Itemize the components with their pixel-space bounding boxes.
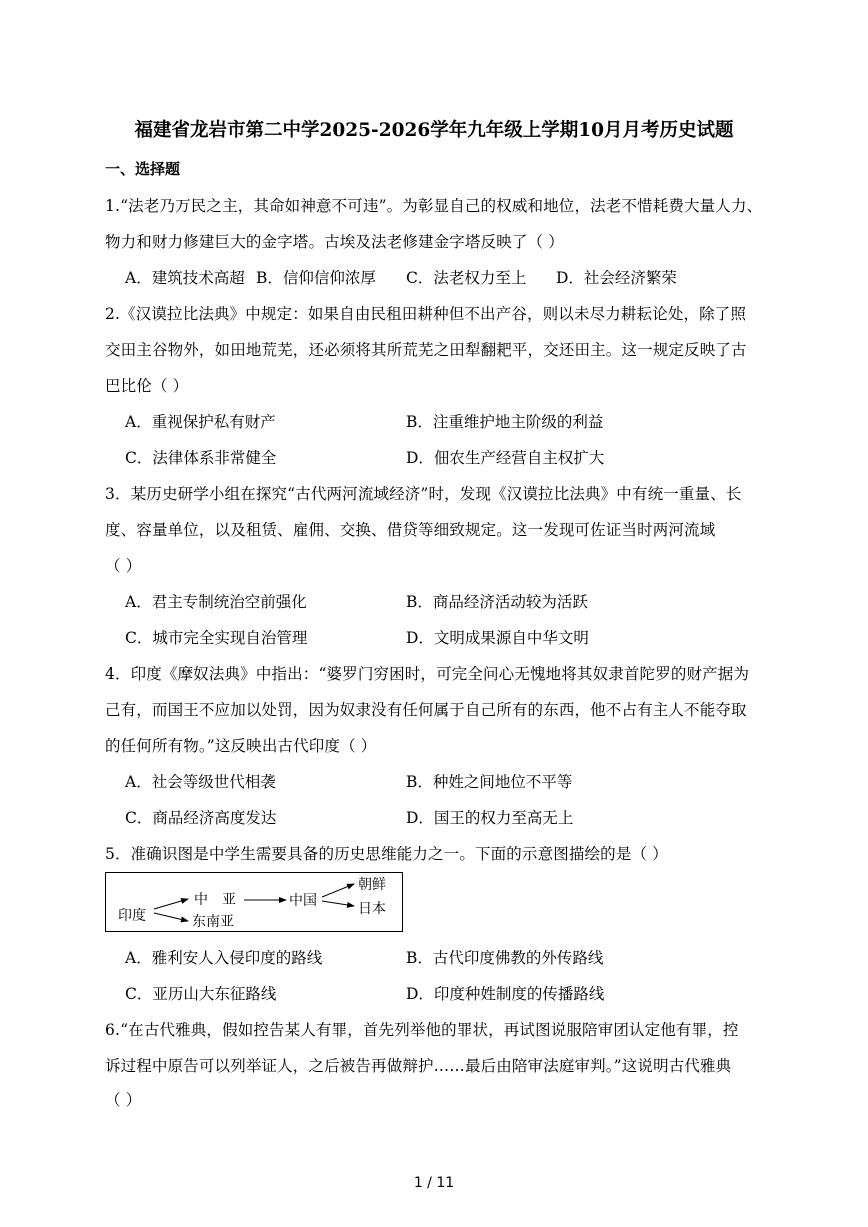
- question-4-option-b: B．种姓之间地位不平等: [406, 773, 573, 791]
- question-3-line-2: 度、容量单位，以及租赁、雇佣、交换、借贷等细致规定。这一发现可佐证当时两河流域: [105, 521, 716, 539]
- question-2-line-3: 巴比伦（ ）: [105, 377, 189, 395]
- question-4-option-d: D．国王的权力至高无上: [406, 809, 574, 827]
- question-6-line-1: 6.“在古代雅典，假如控告某人有罪，首先列举他的罪状，再试图说服陪审团认定他有罪，控: [105, 1021, 739, 1039]
- arrow-india-to-central-asia: [154, 899, 188, 909]
- question-3-line-1: 3．某历史研学小组在探究“古代两河流域经济”时，发现《汉谟拉比法典》中有统一重量、长: [105, 485, 742, 503]
- arrow-china-to-japan: [322, 901, 354, 906]
- question-2-option-b: B．注重维护地主阶级的利益: [406, 413, 604, 431]
- question-5-option-c: C．亚历山大东征路线: [125, 985, 277, 1003]
- diagram-label-india: 印度: [118, 908, 146, 924]
- question-5-line-1: 5．准确识图是中学生需要具备的历史思维能力之一。下面的示意图描绘的是（ ）: [105, 845, 668, 863]
- diagram-label-central-asia: 中 亚: [194, 892, 236, 908]
- question-3-option-c: C．城市完全实现自治管理: [125, 629, 308, 647]
- question-3-option-b: B．商品经济活动较为活跃: [406, 593, 588, 611]
- question-2-line-2: 交田主谷物外，如田地荒芜，还必须将其所荒芜之田犁翻耙平，交还田主。这一规定反映了古: [105, 341, 747, 359]
- question-6-line-2: 诉过程中原告可以列举证人，之后被告再做辩护……最后由陪审法庭审判。”这说明古代雅典: [105, 1057, 732, 1075]
- question-3-option-d: D．文明成果源自中华文明: [406, 629, 589, 647]
- question-1-option-c: C．法老权力至上: [406, 269, 527, 287]
- diagram-label-japan: 日本: [358, 901, 386, 917]
- question-6-line-3: （ ）: [105, 1091, 142, 1109]
- diagram-label-southeast-asia: 东南亚: [192, 914, 234, 930]
- question-2-option-a: A．重视保护私有财产: [125, 413, 276, 431]
- diagram-label-korea: 朝鲜: [358, 877, 386, 893]
- question-4-line-1: 4．印度《摩奴法典》中指出：“婆罗门穷困时，可完全问心无愧地将其奴隶首陀罗的财产据为: [105, 665, 750, 683]
- section-heading: 一、选择题: [105, 160, 181, 178]
- page-title: 福建省龙岩市第二中学2025-2026学年九年级上学期10月月考历史试题: [134, 120, 734, 141]
- question-1-line-1: 1.“法老乃万民之主，其命如神意不可违”。为彰显自己的权威和地位，法老不惜耗费大量人力、: [105, 197, 763, 215]
- question-4-line-2: 己有，而国王不应加以处罚，因为奴隶没有任何属于自己所有的东西，他不占有主人不能夺取: [105, 701, 747, 719]
- page-number: 1 / 11: [413, 1175, 455, 1191]
- question-4-option-a: A．社会等级世代相袭: [125, 773, 276, 791]
- question-2-option-c: C．法律体系非常健全: [125, 449, 277, 467]
- question-3-option-a: A．君主专制统治空前强化: [125, 593, 307, 611]
- arrow-india-to-southeast-asia: [154, 913, 188, 921]
- question-1-option-d: D．社会经济繁荣: [556, 269, 677, 287]
- arrow-china-to-korea: [322, 884, 354, 897]
- question-4-line-3: 的任何所有物。”这反映出古代印度（ ）: [105, 737, 377, 755]
- question-3-line-3: （ ）: [105, 557, 142, 575]
- question-2-line-1: 2.《汉谟拉比法典》中规定：如果自由民租田耕种但不出产谷，则以未尽力耕耘论处，除了照: [105, 305, 747, 323]
- question-1-line-2: 物力和财力修建巨大的金字塔。古埃及法老修建金字塔反映了（ ）: [105, 233, 564, 251]
- diagram-label-china: 中国: [289, 893, 317, 909]
- question-1-option-b: B．信仰信仰浓厚: [256, 269, 376, 287]
- question-1-option-a: A．建筑技术高超: [125, 269, 245, 287]
- question-5-option-a: A．雅利安人入侵印度的路线: [125, 949, 323, 967]
- question-5-option-d: D．印度种姓制度的传播路线: [406, 985, 605, 1003]
- buddhism-spread-diagram: [105, 872, 403, 932]
- question-5-option-b: B．古代印度佛教的外传路线: [406, 949, 604, 967]
- question-4-option-c: C．商品经济高度发达: [125, 809, 277, 827]
- question-2-option-d: D．佃农生产经营自主权扩大: [406, 449, 605, 467]
